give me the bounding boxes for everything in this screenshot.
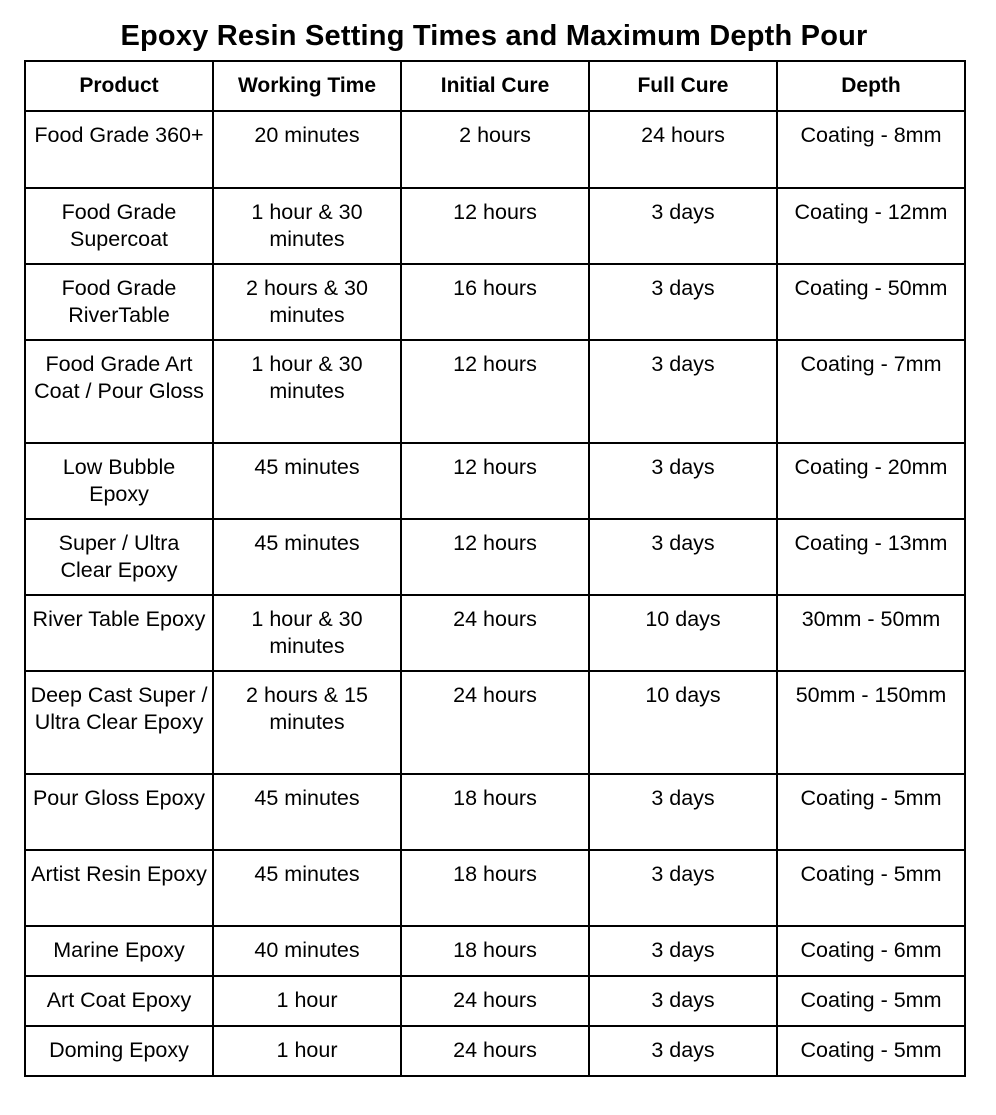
cell-product: Food Grade Supercoat bbox=[25, 188, 213, 264]
cell-full-cure: 3 days bbox=[589, 519, 777, 595]
table-row bbox=[25, 595, 965, 671]
cell-product: Doming Epoxy bbox=[25, 1026, 213, 1076]
cell-working-time: 2 hours & 30 minutes bbox=[213, 264, 401, 340]
cell-full-cure: 3 days bbox=[589, 774, 777, 850]
cell-product: Marine Epoxy bbox=[25, 926, 213, 976]
cell-full-cure: 3 days bbox=[589, 926, 777, 976]
cell-product: Super / Ultra Clear Epoxy bbox=[25, 519, 213, 595]
cell-working-time: 40 minutes bbox=[213, 926, 401, 976]
cell-initial-cure: 16 hours bbox=[401, 264, 589, 340]
cell-product: Food Grade RiverTable bbox=[25, 264, 213, 340]
cell-depth: Coating - 5mm bbox=[777, 850, 965, 926]
cell-working-time: 1 hour & 30 minutes bbox=[213, 595, 401, 671]
cell-full-cure: 3 days bbox=[589, 850, 777, 926]
cell-initial-cure: 24 hours bbox=[401, 1026, 589, 1076]
cell-initial-cure: 12 hours bbox=[401, 443, 589, 519]
cell-full-cure: 3 days bbox=[589, 1026, 777, 1076]
table-row bbox=[25, 443, 965, 519]
cell-initial-cure: 18 hours bbox=[401, 850, 589, 926]
table-row bbox=[25, 671, 965, 774]
cell-depth: Coating - 12mm bbox=[777, 188, 965, 264]
cell-initial-cure: 18 hours bbox=[401, 926, 589, 976]
epoxy-setting-times-table bbox=[24, 60, 966, 1077]
table-row bbox=[25, 774, 965, 850]
cell-initial-cure: 24 hours bbox=[401, 671, 589, 774]
cell-initial-cure: 12 hours bbox=[401, 188, 589, 264]
cell-working-time: 1 hour bbox=[213, 1026, 401, 1076]
cell-product: Food Grade Art Coat / Pour Gloss bbox=[25, 340, 213, 443]
cell-working-time: 2 hours & 15 minutes bbox=[213, 671, 401, 774]
cell-depth: Coating - 7mm bbox=[777, 340, 965, 443]
page-title: Epoxy Resin Setting Times and Maximum Depth Pour bbox=[120, 20, 868, 52]
cell-initial-cure: 24 hours bbox=[401, 595, 589, 671]
cell-full-cure: 3 days bbox=[589, 340, 777, 443]
column-header-initial-cure: Initial Cure bbox=[401, 61, 589, 111]
cell-depth: Coating - 20mm bbox=[777, 443, 965, 519]
cell-depth: Coating - 50mm bbox=[777, 264, 965, 340]
cell-depth: Coating - 8mm bbox=[777, 111, 965, 188]
cell-depth: Coating - 13mm bbox=[777, 519, 965, 595]
cell-full-cure: 3 days bbox=[589, 264, 777, 340]
table-row bbox=[25, 264, 965, 340]
table-row bbox=[25, 976, 965, 1026]
column-header-full-cure: Full Cure bbox=[589, 61, 777, 111]
column-header-working-time: Working Time bbox=[213, 61, 401, 111]
table-row bbox=[25, 1026, 965, 1076]
cell-depth: 50mm - 150mm bbox=[777, 671, 965, 774]
cell-working-time: 1 hour & 30 minutes bbox=[213, 340, 401, 443]
cell-product: Food Grade 360+ bbox=[25, 111, 213, 188]
cell-depth: Coating - 6mm bbox=[777, 926, 965, 976]
cell-product: Deep Cast Super / Ultra Clear Epoxy bbox=[25, 671, 213, 774]
cell-working-time: 1 hour & 30 minutes bbox=[213, 188, 401, 264]
cell-initial-cure: 12 hours bbox=[401, 519, 589, 595]
cell-depth: Coating - 5mm bbox=[777, 1026, 965, 1076]
cell-depth: Coating - 5mm bbox=[777, 976, 965, 1026]
cell-full-cure: 3 days bbox=[589, 188, 777, 264]
table-row bbox=[25, 188, 965, 264]
cell-product: River Table Epoxy bbox=[25, 595, 213, 671]
cell-working-time: 45 minutes bbox=[213, 519, 401, 595]
cell-working-time: 1 hour bbox=[213, 976, 401, 1026]
cell-full-cure: 10 days bbox=[589, 671, 777, 774]
cell-working-time: 20 minutes bbox=[213, 111, 401, 188]
cell-full-cure: 10 days bbox=[589, 595, 777, 671]
column-header-depth: Depth bbox=[777, 61, 965, 111]
table-row bbox=[25, 519, 965, 595]
cell-product: Pour Gloss Epoxy bbox=[25, 774, 213, 850]
cell-working-time: 45 minutes bbox=[213, 850, 401, 926]
cell-initial-cure: 12 hours bbox=[401, 340, 589, 443]
cell-initial-cure: 18 hours bbox=[401, 774, 589, 850]
table-header-row bbox=[25, 61, 965, 111]
cell-product: Artist Resin Epoxy bbox=[25, 850, 213, 926]
column-header-product: Product bbox=[25, 61, 213, 111]
cell-working-time: 45 minutes bbox=[213, 774, 401, 850]
cell-depth: 30mm - 50mm bbox=[777, 595, 965, 671]
cell-full-cure: 3 days bbox=[589, 976, 777, 1026]
cell-full-cure: 24 hours bbox=[589, 111, 777, 188]
table-row bbox=[25, 926, 965, 976]
table-row bbox=[25, 111, 965, 188]
cell-product: Art Coat Epoxy bbox=[25, 976, 213, 1026]
cell-working-time: 45 minutes bbox=[213, 443, 401, 519]
table-row bbox=[25, 850, 965, 926]
table-row bbox=[25, 340, 965, 443]
cell-initial-cure: 24 hours bbox=[401, 976, 589, 1026]
cell-initial-cure: 2 hours bbox=[401, 111, 589, 188]
cell-product: Low Bubble Epoxy bbox=[25, 443, 213, 519]
cell-depth: Coating - 5mm bbox=[777, 774, 965, 850]
cell-full-cure: 3 days bbox=[589, 443, 777, 519]
